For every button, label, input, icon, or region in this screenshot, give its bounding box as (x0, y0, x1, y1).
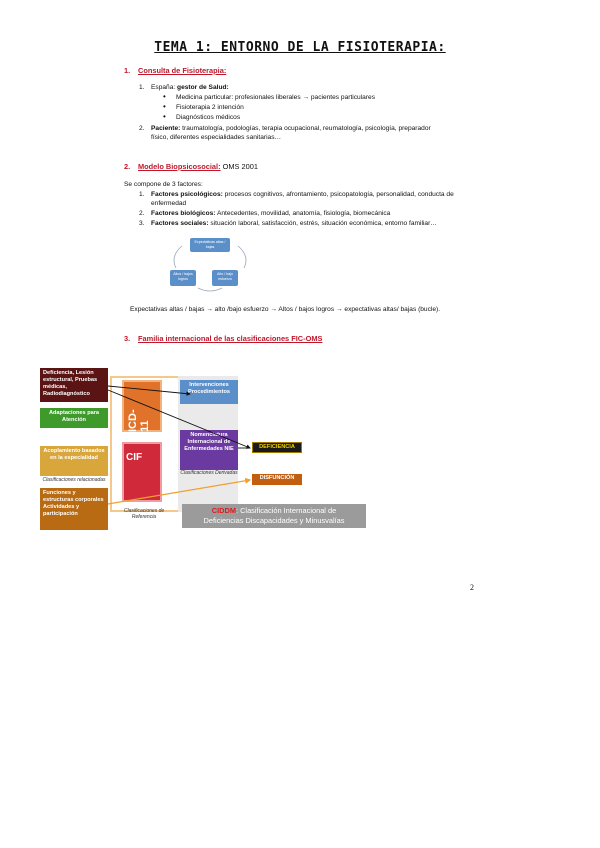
banner-text-line-1: : Clasificación Internacional de (235, 506, 337, 515)
item-number: 1. (139, 191, 145, 198)
section-1-heading (124, 66, 226, 75)
section-1-item-2 (139, 124, 431, 133)
page-title: TEMA 1: ENTORNO DE LA FISIOTERAPIA: (154, 40, 446, 55)
cif-book-title: CIF (126, 452, 143, 463)
section-2-intro: Se compone de 3 factores: (124, 181, 203, 188)
item-bold-label: Paciente: (151, 125, 181, 132)
derived-caption: Clasificaciones Derivadas (180, 470, 238, 476)
bullet-item: • Fisioterapia 2 intención (176, 103, 244, 112)
item-number: 2. (139, 210, 145, 217)
box-specialty-coupling: Acoplamiento basados en la especialidad (40, 446, 108, 476)
cycle-summary: Expectativas altas / bajas → alto /bajo esfuerzo → Altos / bajos logros → expectativas altas/ bajas (bucle). (130, 306, 441, 313)
cycle-node-expectations: Expectativas altas / bajas (190, 238, 230, 252)
section-2-number: 2. (124, 162, 131, 171)
section-1-item-1 (139, 83, 229, 92)
factor-label: Factores biológicos: (151, 210, 216, 217)
fic-diagram (40, 368, 370, 538)
icd-11-book-title: ICD-11 (127, 409, 151, 432)
reference-caption: Clasificaciones de Referencia (123, 508, 165, 520)
related-caption: Clasificaciones relacionadas (42, 477, 106, 483)
factor-label: Factores psicológicos: (151, 191, 223, 198)
item-bold-label: gestor de Salud: (177, 84, 229, 91)
section-3-heading (124, 334, 322, 343)
section-3-title: Familia internacional de las clasificaciones FIC-OMS (138, 334, 323, 343)
item-text: traumatología, podologías, terapia ocupacional, reumatología, psicología, preparador (182, 125, 431, 132)
section-1-number: 1. (124, 66, 131, 75)
cycle-node-effort: Alto / bajo esfuerzo (212, 270, 238, 286)
interventions-box: Intervenciones Procedimientos (180, 380, 238, 404)
item-continuation: enfermedad (151, 200, 187, 207)
section-2-heading (124, 162, 258, 171)
arrow-to-interventions (108, 386, 190, 394)
factor-text: Antecedentes, movilidad, anatomía, fisiología, biomecánica (216, 210, 391, 217)
banner-acronym: CIDDM (211, 506, 236, 515)
dysfunction-tag: DISFUNCIÓN (252, 474, 302, 485)
bullet-item: • Diagnósticos médicos (176, 113, 240, 122)
factor-item (139, 219, 437, 228)
box-body-functions: Funciones y estructuras corporales Actividades y participación (40, 488, 108, 530)
factor-item (139, 190, 454, 199)
deficiency-tag: DEFICIENCIA (252, 442, 302, 453)
section-1-title: Consulta de Fisioterapia: (138, 66, 227, 75)
box-adaptations: Adaptaciones para Atención (40, 408, 108, 428)
section-3-number: 3. (124, 334, 131, 343)
arrow-to-deficiency (108, 390, 250, 448)
factor-item (139, 209, 390, 218)
item-number: 3. (139, 220, 145, 227)
banner-text-line-2: Deficiencias Discapacidades y Minusvalías (203, 516, 345, 525)
section-2-suffix: OMS 2001 (222, 162, 258, 171)
bullet-item: • Medicina particular: profesionales liberales → pacientes particulares (176, 93, 375, 102)
page-number: 2 (470, 583, 474, 592)
expectations-cycle-diagram (160, 232, 260, 294)
factor-text: procesos cognitivos, afrontamiento, psicopatología, personalidad, conducta de (224, 191, 454, 198)
section-2-title: Modelo Biopsicosocial: (138, 162, 221, 171)
factor-label: Factores sociales: (151, 220, 209, 227)
cycle-node-achievements: Altos / bajos logros (170, 270, 196, 286)
factor-text: situación laboral, satisfacción, estrés, situación económica, entorno familiar… (210, 220, 437, 227)
box-deficiency-lesion: Deficiencia, Lesión estructural, Pruebas médicas, Radiodiagnóstico (40, 368, 108, 402)
item-prefix: España: (151, 84, 176, 91)
item-continuation: físico, diferentes especialidades sanitarias… (151, 134, 282, 141)
diagram-arrows (40, 368, 370, 538)
nomenclature-box: Nomenclatura Internacional de Enfermedades NIE (180, 430, 238, 470)
item-number: 1. (139, 84, 145, 91)
item-number: 2. (139, 125, 145, 132)
arrow-to-dysfunction (108, 480, 250, 504)
